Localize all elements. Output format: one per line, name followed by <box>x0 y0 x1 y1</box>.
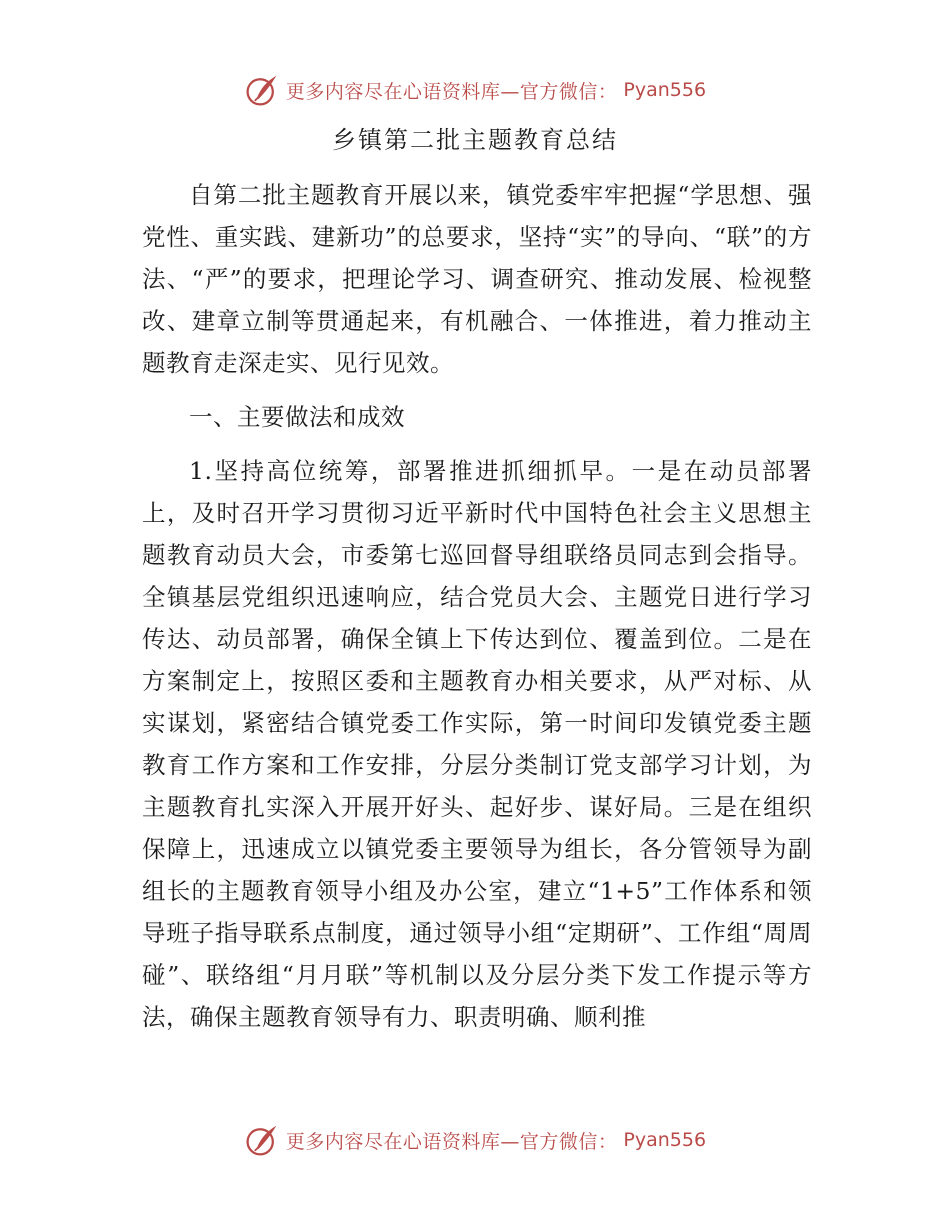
watermark-text: 更多内容尽在心语资料库—官方微信： <box>285 80 618 103</box>
section-heading: 一、主要做法和成效 <box>189 403 405 431</box>
watermark-wechat-id: Pyan556 <box>623 79 707 101</box>
watermark-text: 更多内容尽在心语资料库—官方微信： <box>285 1130 618 1153</box>
watermark-header <box>0 70 950 110</box>
feather-pen-logo-icon <box>244 72 280 108</box>
section-paragraph: 1.坚持高位统筹，部署推进抓细抓早。一是在动员部署上，及时召开学习贯彻习近平新时代中国特色社会主义思想主题教育动员大会，市委第七巡回督导组联络员同志到会指导。全镇基层党组织迅速响应，结合党员大会、主题党日进行学习传达、动员部署，确保全镇上下传达到位、覆盖到位。二是在方案制定上，按照区委和主题教育办相关要求，从严对标、从实谋划，紧密结合镇党委工作实际，第一时间印发镇党委主题教育工作方案和工作安排，分层分类制订党支部学习计划，为主题教育扎实深入开展开好头、起好步、谋好局。三是在组织保障上，迅速成立以镇党委主要领导为组长，各分管领导为副组长的主题教育领导小组及办公室，建立“1+5”工作体系和领导班子指导联系点制度，通过领导小组“定期研”、工作组“周周碰”、联络组“月月联”等机制以及分层分类下发工作提示等方法，确保主题教育领导有力、职责明确、顺利推 <box>142 457 812 1031</box>
document-body <box>142 174 812 1038</box>
watermark-footer <box>0 1120 950 1160</box>
watermark-wechat-id: Pyan556 <box>623 1129 707 1151</box>
intro-paragraph: 自第二批主题教育开展以来，镇党委牢牢把握“学思想、强党性、重实践、建新功”的总要求，坚持“实”的导向、“联”的方法、“严”的要求，把理论学习、调查研究、推动发展、检视整改、建章立制等贯通起来，有机融合、一体推进，着力推动主题教育走深走实、见行见效。 <box>142 181 812 377</box>
feather-pen-logo-icon <box>244 1122 280 1158</box>
page-title: 乡镇第二批主题教育总结 <box>332 126 618 154</box>
